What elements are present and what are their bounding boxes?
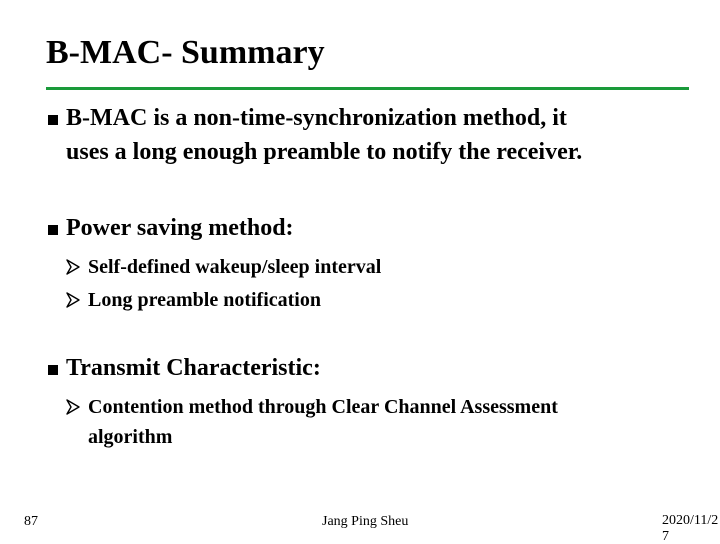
bullet-3-text: Transmit Characteristic: bbox=[66, 355, 321, 381]
square-bullet-icon bbox=[48, 225, 58, 235]
square-bullet-icon bbox=[48, 115, 58, 125]
bullet-2-sub-2: Long preamble notification bbox=[88, 289, 321, 311]
title-divider bbox=[46, 87, 689, 90]
bullet-2-text: Power saving method: bbox=[66, 215, 294, 241]
arrow-bullet-icon bbox=[66, 259, 80, 275]
bullet-1-line-2: uses a long enough preamble to notify the receiver. bbox=[66, 139, 583, 165]
bullet-1-line-1: B-MAC is a non-time-synchronization method, it bbox=[66, 105, 567, 131]
footer-author: Jang Ping Sheu bbox=[322, 514, 409, 529]
slide-title: B-MAC- Summary bbox=[46, 34, 325, 71]
footer-date-line-2: 7 bbox=[662, 529, 669, 544]
page-number: 87 bbox=[24, 514, 38, 529]
bullet-3-sub-1-line-1: Contention method through Clear Channel Assessment bbox=[88, 396, 558, 418]
arrow-bullet-icon bbox=[66, 292, 80, 308]
bullet-2-sub-1: Self-defined wakeup/sleep interval bbox=[88, 256, 382, 278]
footer-date-line-1: 2020/11/2 bbox=[662, 513, 719, 528]
square-bullet-icon bbox=[48, 365, 58, 375]
bullet-3-sub-1-line-2: algorithm bbox=[88, 426, 173, 448]
arrow-bullet-icon bbox=[66, 399, 80, 415]
